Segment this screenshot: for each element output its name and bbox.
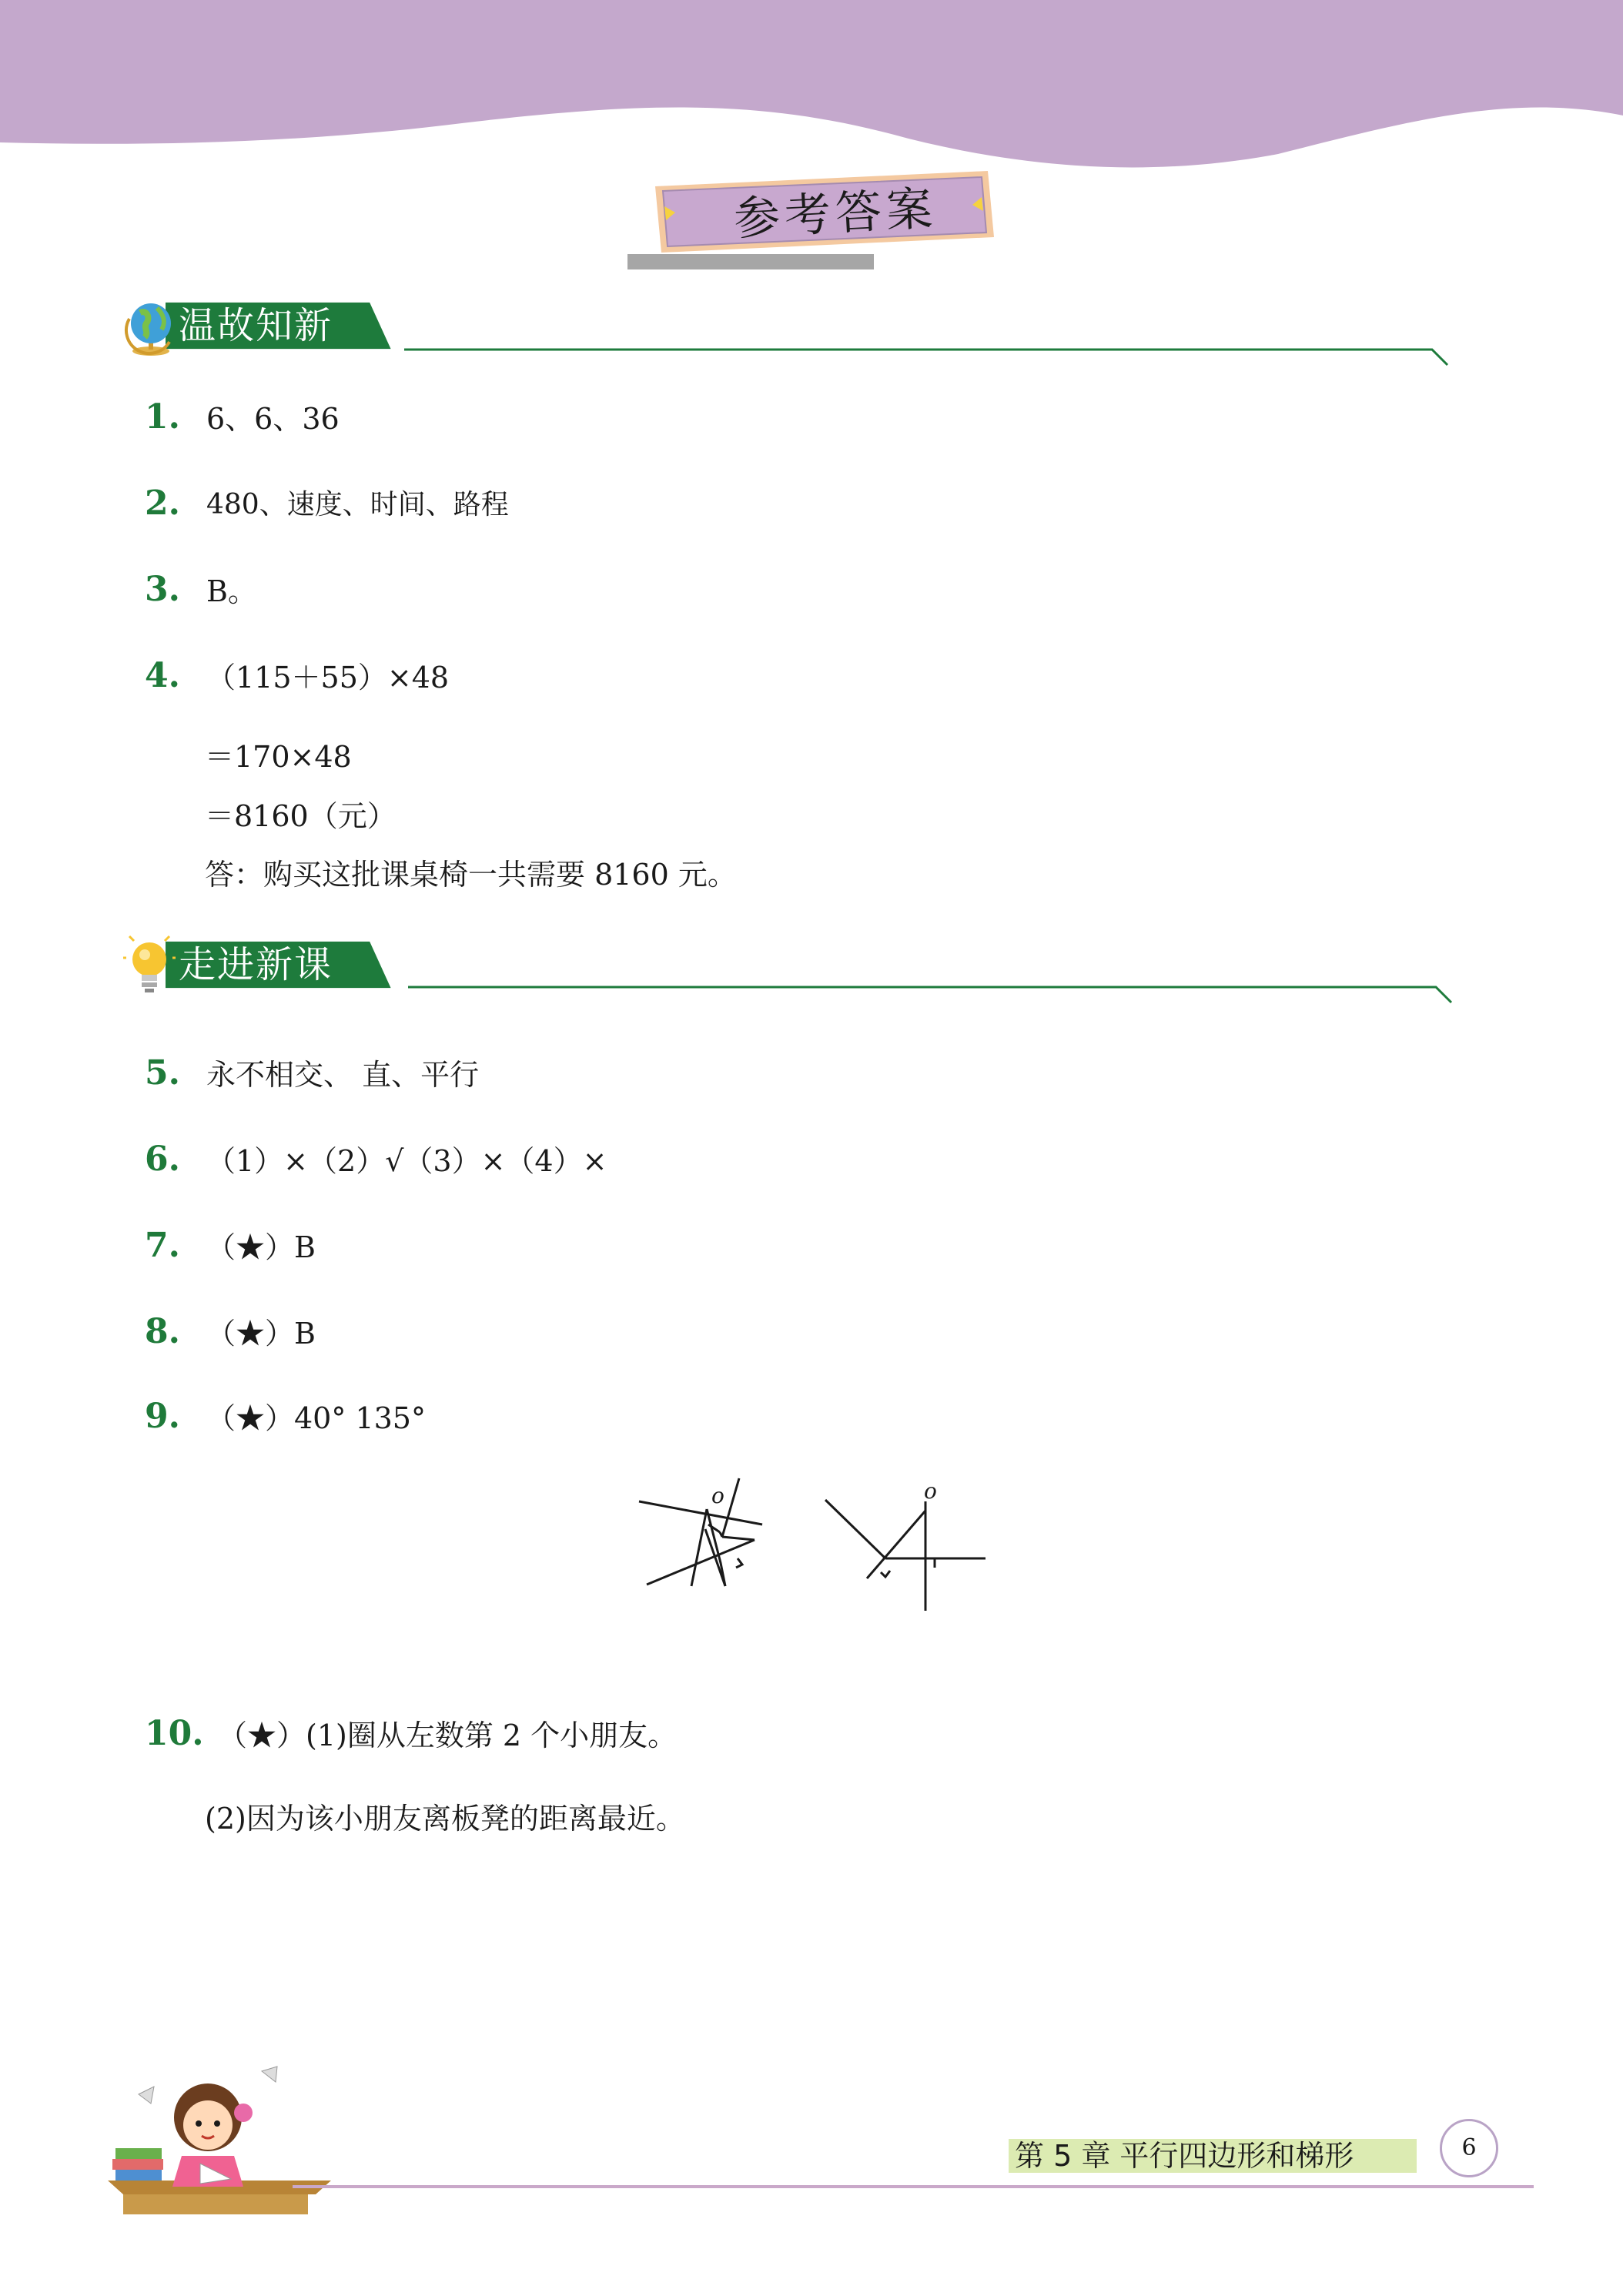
question-answer: 480、速度、时间、路程 — [206, 489, 509, 520]
geometry-diagram — [624, 1463, 993, 1640]
question-number: 1. — [145, 397, 180, 437]
question-answer: 永不相交、 直、平行 — [206, 1058, 480, 1092]
question-answer: （1）×（2）√（3）×（4）× — [206, 1144, 607, 1178]
question-number: 10. — [145, 1714, 204, 1753]
section-title: 走进新课 — [179, 943, 333, 986]
angle-figure — [825, 1500, 986, 1611]
question-number: 6. — [145, 1140, 180, 1179]
triangle-figure — [639, 1478, 762, 1586]
question-answer: （★）40° 135° — [206, 1401, 426, 1435]
question-answer: （★）B — [206, 1230, 316, 1264]
point-label: o — [924, 1478, 937, 1504]
question-answer: （★）B — [206, 1317, 316, 1350]
globe-icon — [123, 296, 185, 357]
section-rule — [404, 342, 1451, 373]
question-answer: （★）(1)圈从左数第 2 个小朋友。 — [218, 1719, 678, 1752]
question-answer: （115＋55）×48 — [206, 661, 450, 694]
question-number: 5. — [145, 1053, 180, 1093]
calculation-step: ＝170×48 — [205, 740, 352, 774]
point-label: o — [711, 1483, 724, 1508]
page-title: 参考答案 — [732, 182, 939, 246]
section-title: 温故知新 — [179, 304, 333, 347]
girl-reading-illustration — [108, 2048, 331, 2225]
answer-sentence: 答：购买这批课桌椅一共需要 8160 元。 — [205, 858, 737, 892]
question-number: 4. — [145, 656, 180, 695]
question-number: 8. — [145, 1312, 180, 1351]
question-number: 7. — [145, 1226, 180, 1265]
section-header-review — [123, 296, 1447, 357]
question-answer: 6、6、36 — [206, 402, 340, 436]
header-wave-band — [0, 0, 1623, 177]
lightbulb-icon — [123, 935, 185, 996]
calculation-step: ＝8160（元） — [205, 799, 397, 833]
question-number: 9. — [145, 1397, 180, 1436]
question-number: 2. — [145, 484, 180, 523]
answer-sentence: (2)因为该小朋友离板凳的距离最近。 — [205, 1802, 685, 1836]
footer-rule — [293, 2185, 1534, 2188]
section-rule — [408, 979, 1455, 1010]
page-number: 6 — [1440, 2119, 1498, 2177]
section-header-new-lesson — [123, 935, 1447, 996]
title-underbar — [627, 254, 874, 269]
chapter-label: 第 5 章 平行四边形和梯形 — [1015, 2139, 1354, 2173]
question-answer: B。 — [206, 574, 257, 608]
question-number: 3. — [145, 570, 180, 609]
